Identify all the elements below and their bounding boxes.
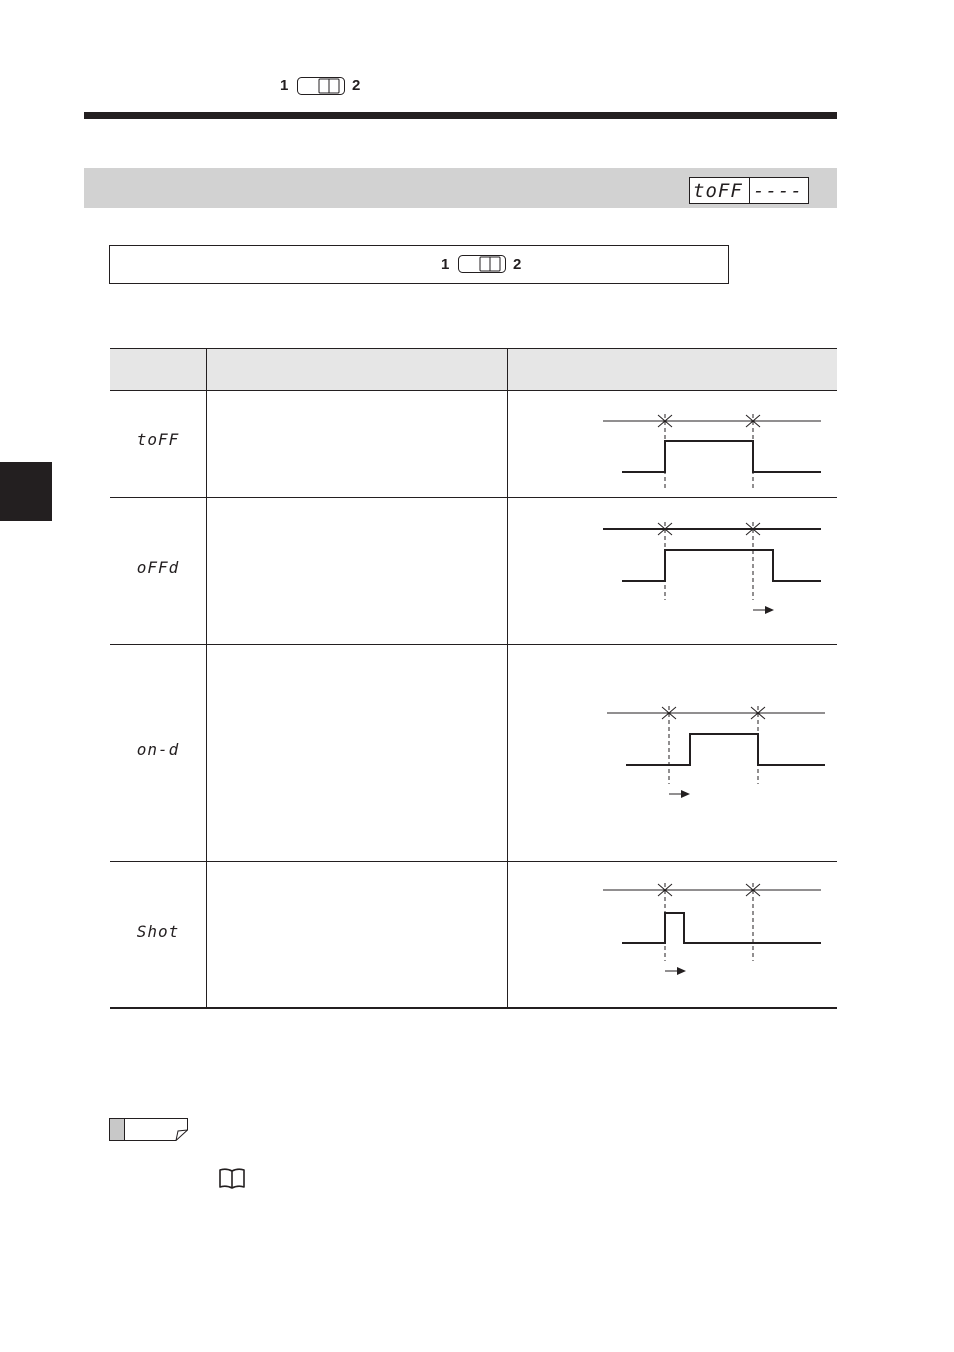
row-code-on-d: on-d: [136, 740, 180, 759]
header-rule: [84, 112, 837, 119]
notice-switch-right-label: 2: [513, 256, 522, 273]
display-value-text: ----: [753, 180, 803, 202]
header-switch-right-label: 2: [352, 77, 361, 94]
memo-tag-icon: [109, 1118, 189, 1142]
table-col-divider: [206, 348, 207, 1008]
table-bottom-rule: [110, 1007, 837, 1009]
row-code-offd: oFFd: [136, 558, 180, 577]
table-row-rule: [110, 861, 837, 862]
timing-diagram-offd: [600, 518, 824, 618]
timing-diagram-toff: [600, 410, 824, 492]
notice-box: [109, 245, 729, 284]
row-code-shot: Shot: [136, 922, 180, 941]
table-header-band: [110, 348, 837, 390]
timing-diagram-on-d: [604, 702, 828, 802]
slide-switch-icon: [297, 77, 345, 95]
table-col-divider: [507, 348, 508, 1008]
table-row-rule: [110, 497, 837, 498]
table-header-rule: [110, 390, 837, 391]
table-row-rule: [110, 644, 837, 645]
slide-switch-icon: [458, 255, 506, 273]
section-display: [689, 177, 809, 204]
table-top-rule: [110, 348, 837, 349]
header-switch-left-label: 1: [280, 77, 289, 94]
display-mode-text: toFF: [693, 180, 743, 202]
book-icon: [218, 1167, 246, 1190]
display-divider: [749, 178, 750, 203]
timing-diagram-shot: [600, 879, 824, 979]
row-code-toff: toFF: [136, 430, 180, 449]
notice-switch-left-label: 1: [441, 256, 450, 273]
side-chapter-tab: [0, 462, 52, 521]
